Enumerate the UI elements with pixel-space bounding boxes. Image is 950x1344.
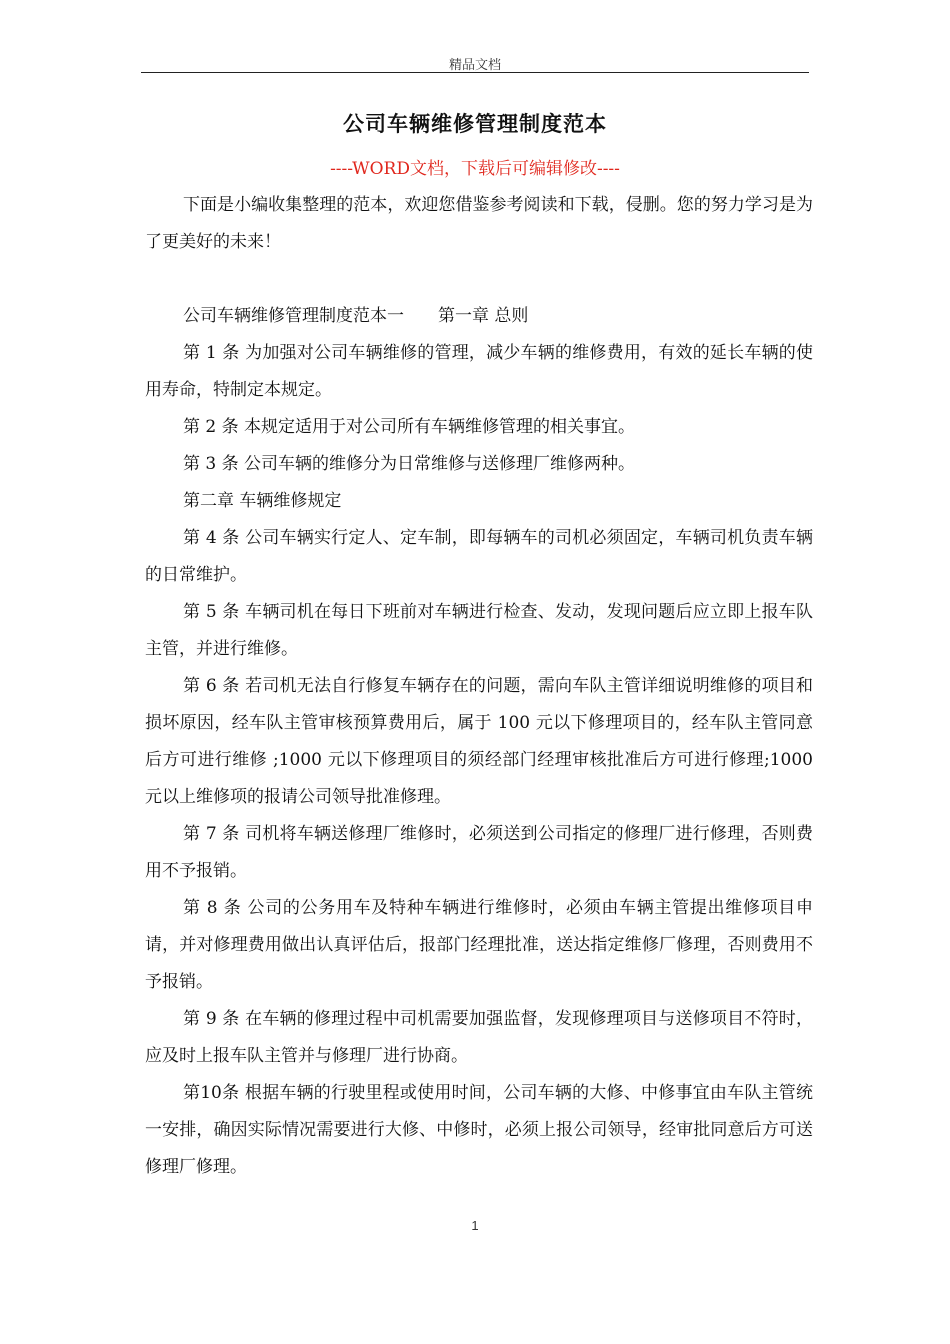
article-3: 第 3 条 公司车辆的维修分为日常维修与送修理厂维修两种。 (183, 454, 636, 474)
article-8: 第 8 条 公司的公务用车及特种车辆进行维修时，必须由车辆主管提出维修项目申请，并对修理费用做出认真评估后，报部门经理批准，送达指定维修厂修理，否则费用不予报销。 (145, 898, 813, 992)
document-title: 公司车辆维修管理制度范本 (343, 111, 607, 136)
article-9: 第 9 条 在车辆的修理过程中司机需要加强监督，发现修理项目与送修项目不符时，应及时上报车队主管并与修理厂进行协商。 (145, 1009, 813, 1066)
intro-block (145, 187, 813, 261)
article-6: 第 6 条 若司机无法自行修复车辆存在的问题，需向车队主管详细说明维修的项目和损坏原因，经车队主管审核预算费用后，属于 100 元以下修理项目的，经车队主管同意后方可进行维修 ;1000 元以下修理项目的须经部门经理审核批准后方可进行修理;1000元以上维修项的报请公司领导批准修理。 (145, 676, 813, 807)
header-divider (141, 72, 809, 73)
article-4: 第 4 条 公司车辆实行定人、定车制，即每辆车的司机必须固定，车辆司机负责车辆的日常维护。 (145, 528, 813, 585)
article-10: 第10条 根据车辆的行驶里程或使用时间，公司车辆的大修、中修事宜由车队主管统一安排，确因实际情况需要进行大修、中修时，必须上报公司领导，经审批同意后方可送修理厂修理。 (145, 1083, 813, 1177)
chapter-heading-1: 公司车辆维修管理制度范本一 第一章 总则 (183, 306, 529, 326)
document-body (145, 298, 813, 1186)
document-subtitle: ----WORD文档，下载后可编辑修改---- (330, 159, 620, 179)
page-header: 精品文档 (448, 58, 501, 73)
article-2: 第 2 条 本规定适用于对公司所有车辆维修管理的相关事宜。 (183, 417, 636, 437)
intro-paragraph: 下面是小编收集整理的范本，欢迎您借鉴参考阅读和下载，侵删。您的努力学习是为了更美好的未来！ (145, 195, 813, 252)
page-number: 1 (471, 1218, 479, 1233)
article-5: 第 5 条 车辆司机在每日下班前对车辆进行检查、发动，发现问题后应立即上报车队主管，并进行维修。 (145, 602, 813, 659)
article-1: 第 1 条 为加强对公司车辆维修的管理，减少车辆的维修费用，有效的延长车辆的使用寿命，特制定本规定。 (145, 343, 813, 400)
article-7: 第 7 条 司机将车辆送修理厂维修时，必须送到公司指定的修理厂进行修理，否则费用不予报销。 (145, 824, 813, 881)
chapter-heading-2: 第二章 车辆维修规定 (183, 491, 342, 511)
